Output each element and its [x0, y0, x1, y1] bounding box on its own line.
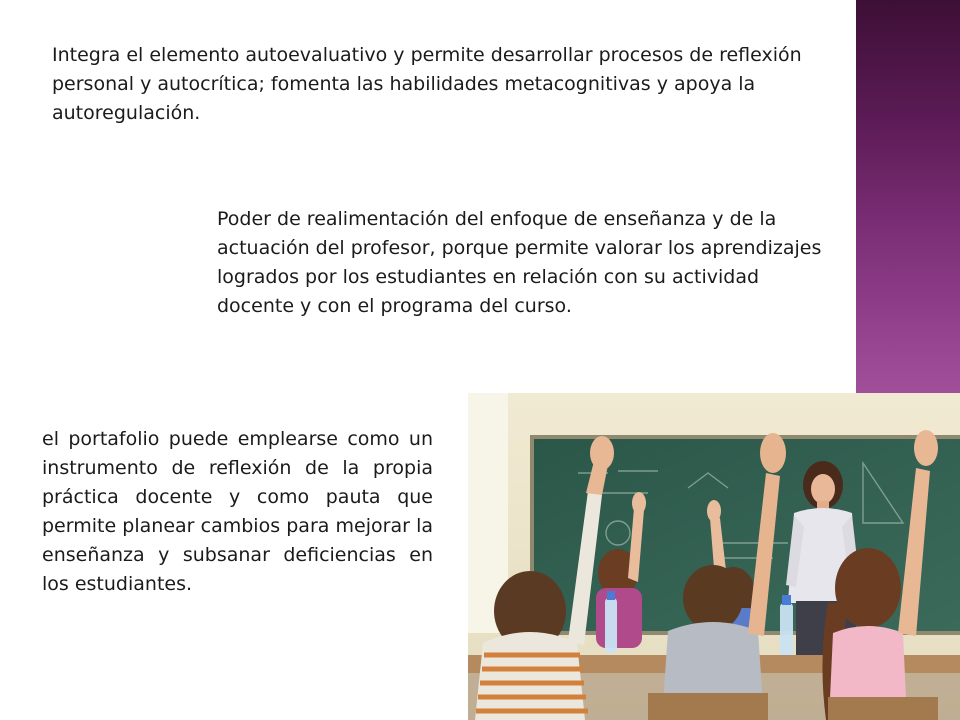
classroom-photo [468, 393, 960, 720]
paragraph-portfolio: el portafolio puede emplearse como un instrumento de reflexión de la propia práctica docente y como pauta que permite planear cambios para mejorar la enseñanza y subsanar deficiencias en los estudiantes. [42, 428, 433, 595]
purple-accent-band [856, 0, 960, 393]
paragraph-feedback: Poder de realimentación del enfoque de enseñanza y de la actuación del profesor, porque permite valorar los aprendizajes logrados por los estudiantes en relación con su actividad docente y con el programa del curso. [217, 208, 822, 317]
paragraph-self-evaluation: Integra el elemento autoevaluativo y permite desarrollar procesos de reflexión personal y autocrítica; fomenta las habilidades metacognitivas y apoya la autoregulación. [52, 44, 802, 124]
